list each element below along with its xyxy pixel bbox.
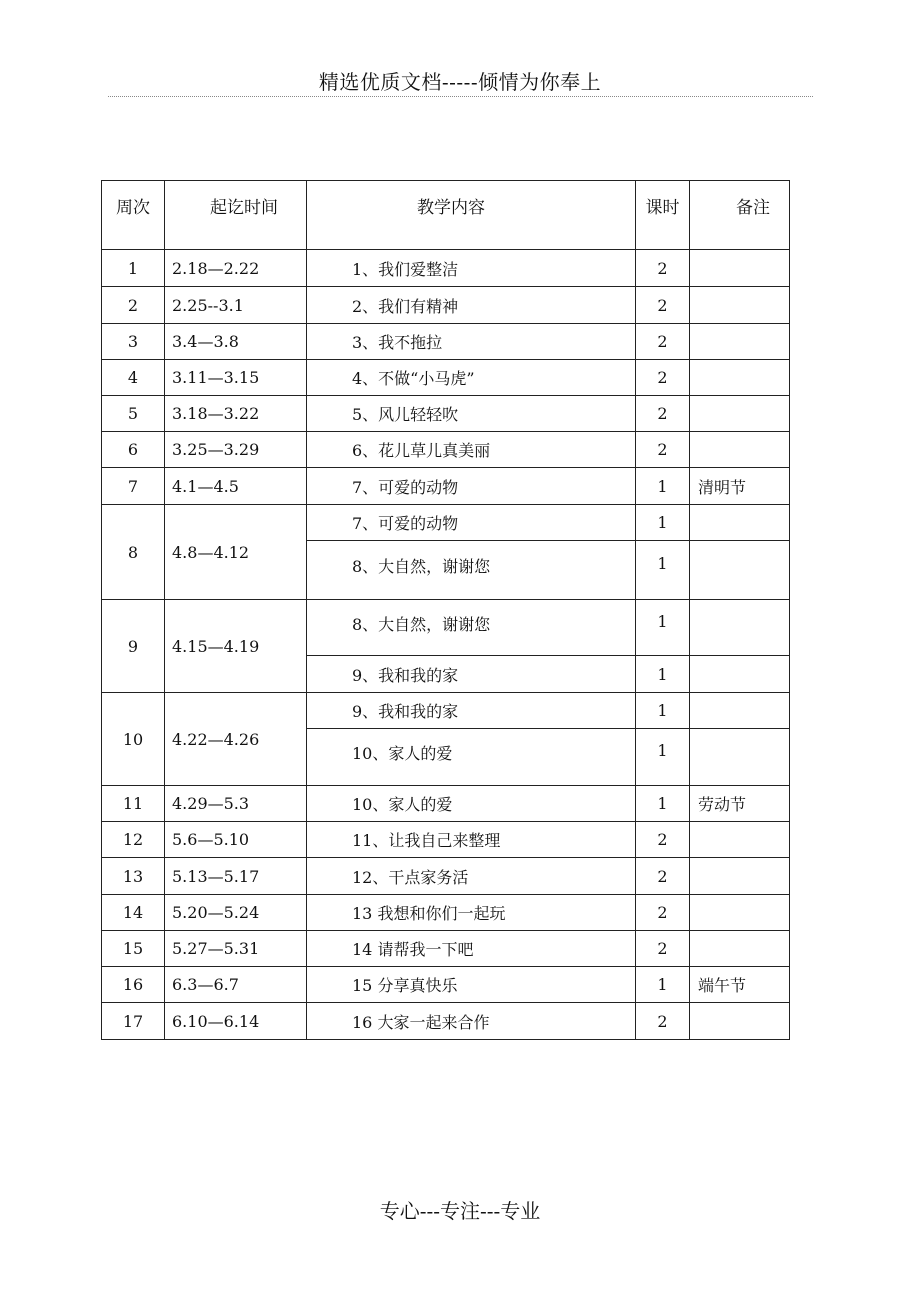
hours-cell: 2 (636, 895, 690, 931)
content-cell: 14 请帮我一下吧 (307, 931, 636, 967)
table-row (102, 600, 790, 656)
hours-cell: 2 (636, 1003, 690, 1040)
hours-cell: 2 (636, 324, 690, 360)
table-row (102, 786, 790, 822)
table-row (102, 360, 790, 396)
hours-cell: 1 (636, 786, 690, 822)
note-cell (690, 287, 790, 324)
week-cell: 8 (102, 505, 165, 600)
table-row (102, 822, 790, 858)
content-cell: 7、可爱的动物 (307, 505, 636, 541)
date-cell: 6.10—6.14 (165, 1003, 307, 1040)
table-header-row (102, 181, 790, 250)
note-cell (690, 432, 790, 468)
hours-cell: 2 (636, 396, 690, 432)
note-cell: 端午节 (690, 967, 790, 1003)
column-header-hours: 课时 (636, 181, 690, 250)
week-cell: 4 (102, 360, 165, 396)
note-cell (690, 360, 790, 396)
header-divider (108, 96, 813, 97)
content-cell: 2、我们有精神 (307, 287, 636, 324)
date-cell: 3.11—3.15 (165, 360, 307, 396)
content-cell: 9、我和我的家 (307, 693, 636, 729)
week-cell: 17 (102, 1003, 165, 1040)
column-header-notes: 备注 (690, 181, 790, 250)
table-row (102, 895, 790, 931)
content-cell: 8、大自然，谢谢您 (307, 541, 636, 600)
week-cell: 2 (102, 287, 165, 324)
schedule-table (101, 180, 790, 1040)
date-cell: 5.6—5.10 (165, 822, 307, 858)
note-cell (690, 324, 790, 360)
content-cell: 10、家人的爱 (307, 786, 636, 822)
week-cell: 12 (102, 822, 165, 858)
note-cell (690, 693, 790, 729)
content-cell: 3、我不拖拉 (307, 324, 636, 360)
hours-cell: 2 (636, 822, 690, 858)
content-cell: 8、大自然，谢谢您 (307, 600, 636, 656)
week-cell: 13 (102, 858, 165, 895)
content-cell: 5、风儿轻轻吹 (307, 396, 636, 432)
content-cell: 12、干点家务活 (307, 858, 636, 895)
table-row (102, 1003, 790, 1040)
note-cell: 清明节 (690, 468, 790, 505)
date-cell: 4.8—4.12 (165, 505, 307, 600)
week-cell: 14 (102, 895, 165, 931)
page-footer: 专心---专注---专业 (379, 1199, 541, 1223)
content-cell: 16 大家一起来合作 (307, 1003, 636, 1040)
note-cell (690, 505, 790, 541)
note-cell (690, 1003, 790, 1040)
hours-cell: 2 (636, 931, 690, 967)
note-cell (690, 656, 790, 693)
date-cell: 3.18—3.22 (165, 396, 307, 432)
date-cell: 4.1—4.5 (165, 468, 307, 505)
note-cell (690, 396, 790, 432)
table-row (102, 468, 790, 505)
table-row (102, 287, 790, 324)
date-cell: 5.13—5.17 (165, 858, 307, 895)
content-cell: 7、可爱的动物 (307, 468, 636, 505)
page-header: 精选优质文档-----倾情为你奉上 (318, 70, 602, 94)
week-cell: 16 (102, 967, 165, 1003)
week-cell: 15 (102, 931, 165, 967)
date-cell: 4.29—5.3 (165, 786, 307, 822)
table-row (102, 396, 790, 432)
content-cell: 10、家人的爱 (307, 729, 636, 786)
date-cell: 2.25--3.1 (165, 287, 307, 324)
week-cell: 9 (102, 600, 165, 693)
note-cell (690, 931, 790, 967)
week-cell: 3 (102, 324, 165, 360)
note-cell (690, 822, 790, 858)
note-cell (690, 600, 790, 656)
note-cell (690, 250, 790, 287)
hours-cell: 1 (636, 967, 690, 1003)
column-header-dates: 起讫时间 (165, 181, 307, 250)
hours-cell: 2 (636, 858, 690, 895)
table-row (102, 250, 790, 287)
date-cell: 2.18—2.22 (165, 250, 307, 287)
note-cell (690, 858, 790, 895)
date-cell: 3.4—3.8 (165, 324, 307, 360)
note-cell (690, 895, 790, 931)
week-cell: 5 (102, 396, 165, 432)
table-row (102, 967, 790, 1003)
hours-cell: 1 (636, 656, 690, 693)
date-cell: 6.3—6.7 (165, 967, 307, 1003)
content-cell: 4、不做“小马虎” (307, 360, 636, 396)
week-cell: 11 (102, 786, 165, 822)
hours-cell: 2 (636, 287, 690, 324)
hours-cell: 1 (636, 541, 690, 600)
week-cell: 7 (102, 468, 165, 505)
note-cell (690, 729, 790, 786)
date-cell: 4.22—4.26 (165, 693, 307, 786)
date-cell: 5.20—5.24 (165, 895, 307, 931)
content-cell: 9、我和我的家 (307, 656, 636, 693)
date-cell: 5.27—5.31 (165, 931, 307, 967)
table-row (102, 324, 790, 360)
table-row (102, 505, 790, 541)
table-row (102, 858, 790, 895)
content-cell: 13 我想和你们一起玩 (307, 895, 636, 931)
date-cell: 4.15—4.19 (165, 600, 307, 693)
hours-cell: 2 (636, 250, 690, 287)
week-cell: 6 (102, 432, 165, 468)
hours-cell: 2 (636, 432, 690, 468)
hours-cell: 1 (636, 505, 690, 541)
note-cell (690, 541, 790, 600)
content-cell: 1、我们爱整洁 (307, 250, 636, 287)
content-cell: 11、让我自己来整理 (307, 822, 636, 858)
week-cell: 10 (102, 693, 165, 786)
table-row (102, 931, 790, 967)
column-header-week: 周次 (102, 181, 165, 250)
week-cell: 1 (102, 250, 165, 287)
hours-cell: 1 (636, 468, 690, 505)
content-cell: 15 分享真快乐 (307, 967, 636, 1003)
table-row (102, 432, 790, 468)
note-cell: 劳动节 (690, 786, 790, 822)
hours-cell: 1 (636, 693, 690, 729)
date-cell: 3.25—3.29 (165, 432, 307, 468)
hours-cell: 1 (636, 600, 690, 656)
table-row (102, 693, 790, 729)
hours-cell: 2 (636, 360, 690, 396)
column-header-content: 教学内容 (307, 181, 636, 250)
hours-cell: 1 (636, 729, 690, 786)
content-cell: 6、花儿草儿真美丽 (307, 432, 636, 468)
